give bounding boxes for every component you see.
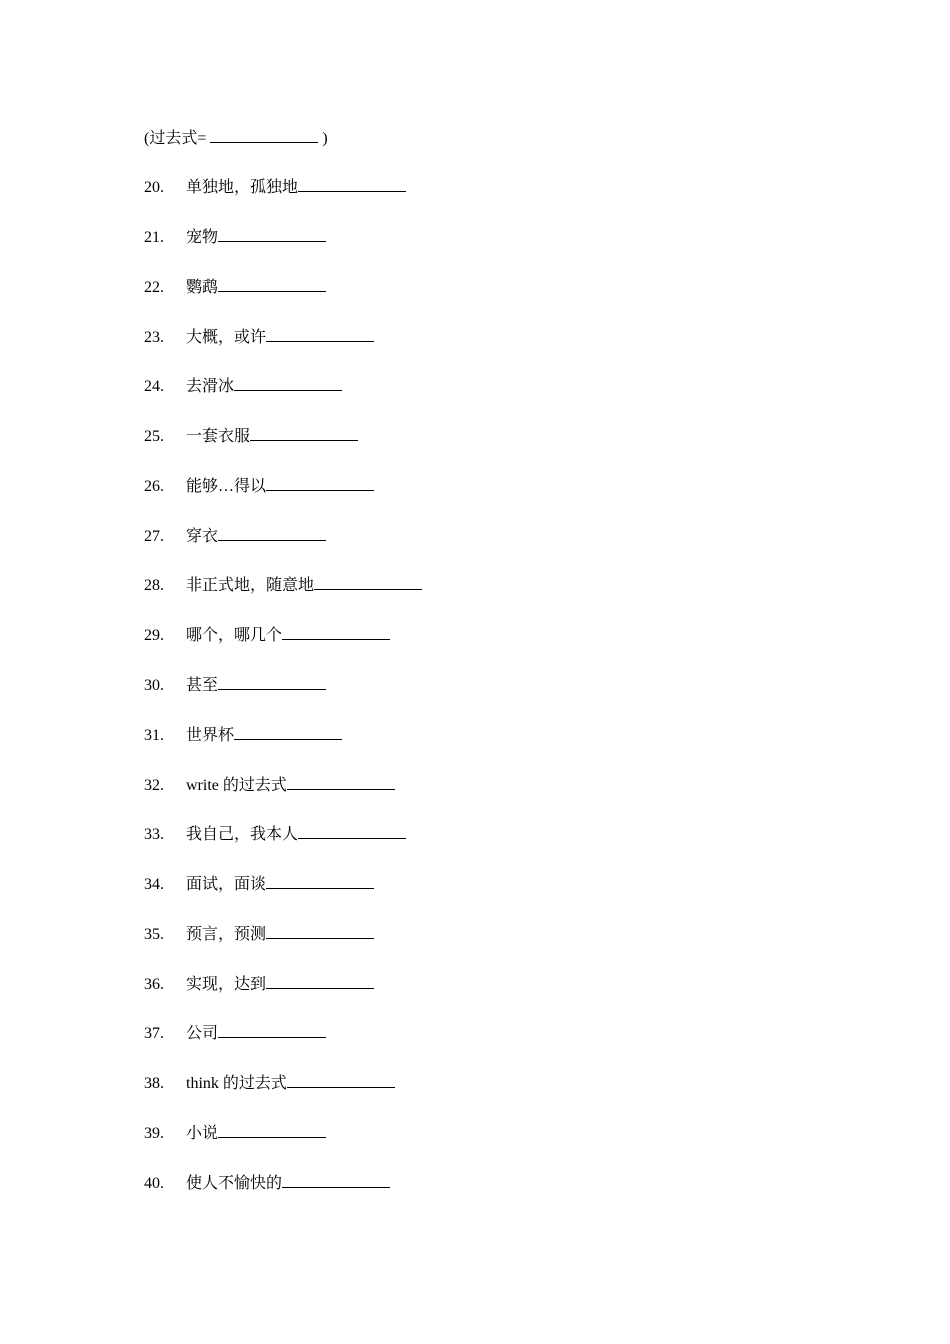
list-item xyxy=(144,673,326,695)
answer-blank xyxy=(282,1171,390,1188)
item-text: 哪个，哪几个 xyxy=(186,627,283,644)
list-item xyxy=(144,623,390,645)
item-text: 穿衣 xyxy=(186,528,219,545)
list-item xyxy=(144,424,358,446)
past-tense-label: (过去式= xyxy=(144,130,211,147)
list-item xyxy=(144,524,326,546)
item-text: 小说 xyxy=(186,1125,219,1142)
item-text: 去滑冰 xyxy=(186,378,235,395)
list-item xyxy=(144,175,406,197)
list-item xyxy=(144,225,326,247)
answer-blank xyxy=(218,275,326,292)
answer-blank xyxy=(287,1071,395,1088)
item-text: 单独地，孤独地 xyxy=(186,179,299,196)
answer-blank xyxy=(266,474,374,491)
list-item xyxy=(144,573,422,595)
list-item xyxy=(144,723,342,745)
list-item xyxy=(144,922,374,944)
item-number: 24. xyxy=(144,378,164,395)
list-item xyxy=(144,773,395,795)
list-item xyxy=(144,1171,390,1193)
answer-blank xyxy=(234,374,342,391)
item-number: 28. xyxy=(144,577,164,594)
item-number: 20. xyxy=(144,179,164,196)
item-number: 21. xyxy=(144,229,164,246)
item-number: 39. xyxy=(144,1125,164,1142)
item-text: 一套衣服 xyxy=(186,428,251,445)
item-number: 40. xyxy=(144,1175,164,1192)
answer-blank xyxy=(287,773,395,790)
item-number: 23. xyxy=(144,329,164,346)
list-item xyxy=(144,822,406,844)
answer-blank xyxy=(250,424,358,441)
list-item xyxy=(144,1121,326,1143)
list-item xyxy=(144,474,374,496)
item-number: 31. xyxy=(144,727,164,744)
item-text: 大概，或许 xyxy=(186,329,267,346)
item-number: 32. xyxy=(144,777,164,794)
item-number: 27. xyxy=(144,528,164,545)
item-text: 实现，达到 xyxy=(186,976,267,993)
item-number: 36. xyxy=(144,976,164,993)
item-number: 25. xyxy=(144,428,164,445)
answer-blank xyxy=(266,922,374,939)
item-number: 35. xyxy=(144,926,164,943)
item-text: 我自己，我本人 xyxy=(186,826,299,843)
item-number: 26. xyxy=(144,478,164,495)
list-item xyxy=(144,972,374,994)
answer-blank xyxy=(298,175,406,192)
answer-blank xyxy=(234,723,342,740)
answer-blank xyxy=(314,573,422,590)
item-text: 能够…得以 xyxy=(186,478,267,495)
answer-blank xyxy=(266,972,374,989)
item-number: 38. xyxy=(144,1075,164,1092)
item-text: 甚至 xyxy=(186,677,219,694)
answer-blank xyxy=(218,524,326,541)
item-number: 37. xyxy=(144,1025,164,1042)
item-text: 宠物 xyxy=(186,229,219,246)
item-text: 预言，预测 xyxy=(186,926,267,943)
list-item xyxy=(144,275,326,297)
item-number: 33. xyxy=(144,826,164,843)
answer-blank xyxy=(266,325,374,342)
answer-blank xyxy=(282,623,390,640)
item-number: 22. xyxy=(144,279,164,296)
answer-blank xyxy=(218,1121,326,1138)
past-tense-line xyxy=(144,126,328,148)
item-text: 面试，面谈 xyxy=(186,876,267,893)
item-number: 34. xyxy=(144,876,164,893)
item-text: 鹦鹉 xyxy=(186,279,219,296)
item-number: 29. xyxy=(144,627,164,644)
list-item xyxy=(144,325,374,347)
list-item xyxy=(144,1021,326,1043)
item-text: 使人不愉快的 xyxy=(186,1175,283,1192)
item-text: think 的过去式 xyxy=(186,1075,287,1092)
past-tense-close: ) xyxy=(318,130,328,147)
item-text: write 的过去式 xyxy=(186,777,287,794)
answer-blank xyxy=(210,126,318,143)
list-item xyxy=(144,872,374,894)
item-number: 30. xyxy=(144,677,164,694)
item-text: 非正式地，随意地 xyxy=(186,577,315,594)
answer-blank xyxy=(266,872,374,889)
answer-blank xyxy=(218,225,326,242)
item-text: 世界杯 xyxy=(186,727,235,744)
item-text: 公司 xyxy=(186,1025,219,1042)
answer-blank xyxy=(218,1021,326,1038)
list-item xyxy=(144,1071,395,1093)
list-item xyxy=(144,374,342,396)
answer-blank xyxy=(218,673,326,690)
answer-blank xyxy=(298,822,406,839)
